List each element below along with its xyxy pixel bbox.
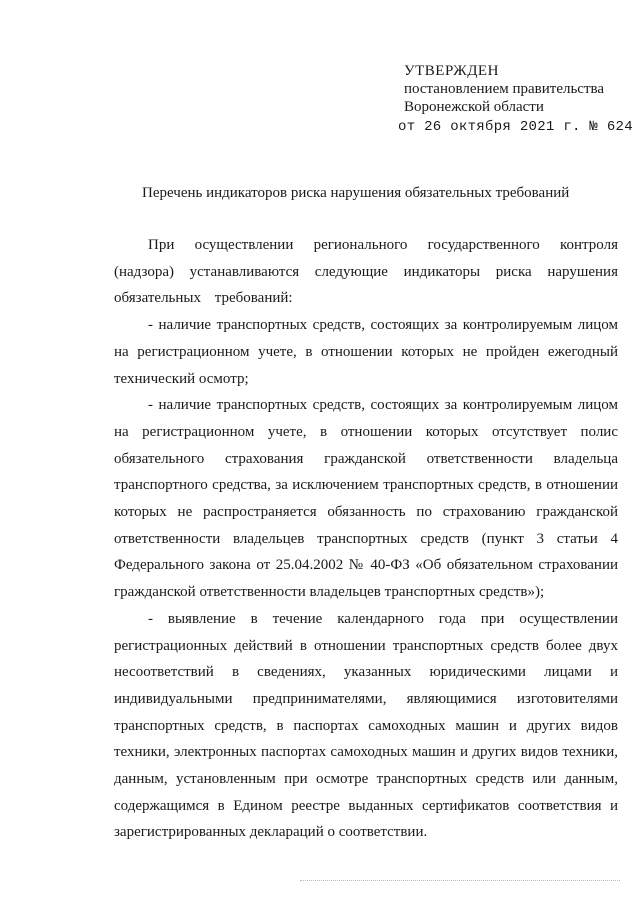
approval-title: УТВЕРЖДЕН	[404, 63, 499, 79]
indicator-item-3: - выявление в течение календарного года при осуществлении регистрационных действий в отношении транспортных средств более двух несоответствий в сведениях, указанных юридическими лицами и индивидуальными предпринимателями, являющимися изготовителями транспортных средств, в паспортах самоходных машин и других видов техники, электронных паспортах самоходных машин и других видов техники, данным, установленным при осмотре транспортных средств или данным, содержащимся в Едином реестре выданных сертификатов соответствия и зарегистрированных деклараций о соответствии.	[114, 610, 618, 841]
approval-block	[398, 62, 633, 136]
indicator-item-1: - наличие транспортных средств, состоящих за контролируемым лицом на регистрационном учете, в отношении которых не пройден ежегодный технический осмотр;	[114, 317, 618, 387]
document-title: Перечень индикаторов риска нарушения обязательных требований	[142, 185, 570, 201]
approval-region: Воронежской области	[404, 99, 544, 115]
approval-date-number: от 26 октября 2021 г. № 624	[398, 119, 633, 135]
page-bottom-divider	[300, 880, 620, 881]
indicator-item-2: - наличие транспортных средств, состоящих за контролируемым лицом на регистрационном учете, в отношении которых отсутствует полис обязательного страхования гражданской ответственности владельца транспортного средства, за исключением транспортных средств, в отношении которых не распространяется обязанность по страхованию гражданской ответственности владельцев транспортных средств (пункт 3 статьи 4 Федерального закона от 25.04.2002 № 40-ФЗ «Об обязательном страховании гражданской ответственности владельцев транспортных средств»);	[114, 397, 618, 601]
document-body	[114, 232, 618, 846]
intro-paragraph: При осуществлении регионального государственного контроля (надзора) устанавливаются следующие индикаторы риска нарушения обязательных требований:	[114, 237, 618, 307]
approval-issuer: постановлением правительства	[404, 81, 605, 97]
